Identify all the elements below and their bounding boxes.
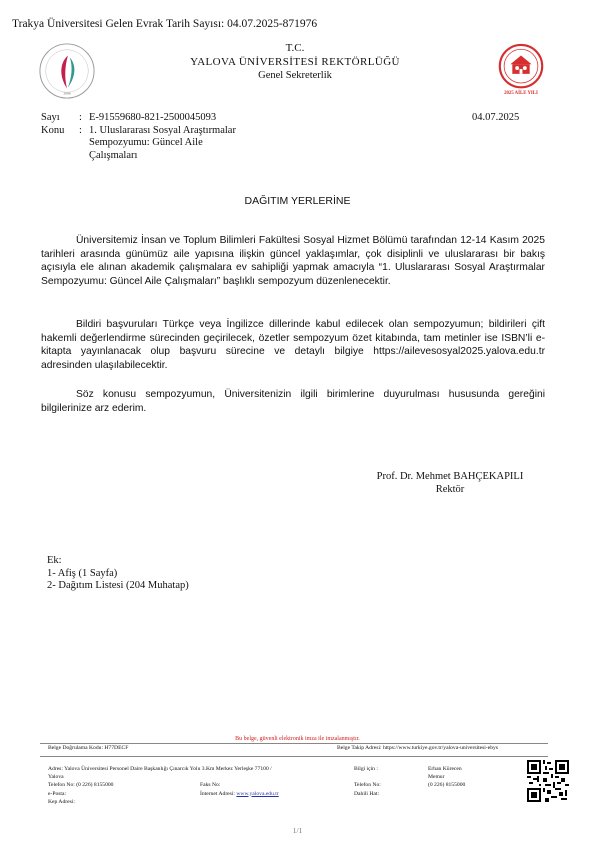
konu-line-1: 1. Uluslararası Sosyal Araştırmalar	[89, 124, 236, 136]
phone-right-label: Telefon No:	[354, 782, 381, 789]
footer-divider-bottom	[40, 756, 548, 757]
info-name: Erhan Kürecen	[428, 766, 462, 772]
email-label: e-Posta:	[48, 790, 67, 797]
family-year-logo	[494, 43, 548, 97]
phone-left: Telefon No: (0 226) 8155000	[48, 782, 114, 789]
sayi-label: Sayı	[41, 112, 60, 123]
attachment-item-1: 1- Afiş (1 Sayfa)	[47, 567, 118, 579]
document-date: 04.07.2025	[472, 112, 520, 123]
konu-label: Konu	[41, 124, 65, 136]
website-link[interactable]: www.yalova.edu.tr	[236, 790, 279, 797]
page-number: 1/1	[292, 826, 303, 835]
verification-code: Belge Doğrulama Kodu: H77DECF	[48, 745, 129, 751]
incoming-document-stamp: Trakya Üniversitesi Gelen Evrak Tarih Sayısı: 04.07.2025-871976	[12, 18, 318, 30]
attachments-label: Ek:	[47, 555, 62, 566]
phone-right-value: (0 226) 8155000	[428, 782, 466, 789]
svg-text:2025 AİLE YILI: 2025 AİLE YILI	[504, 91, 538, 97]
web-label: İnternet Adresi:	[200, 790, 235, 797]
yalova-university-logo	[38, 42, 96, 100]
fax-label: Faks No:	[200, 782, 221, 789]
konu-line-2: Sempozyumu: Güncel Aile	[89, 137, 203, 148]
e-signature-note: Bu belge, güvenli elektronik imza ile imzalanmıştır.	[235, 736, 360, 742]
footer-middle-block	[200, 781, 279, 797]
signature-block	[350, 470, 550, 496]
kep-label: Kep Adresi:	[48, 798, 75, 805]
meta-values	[89, 112, 236, 162]
header-tc: T.C.	[285, 42, 305, 54]
info-role: Memur	[428, 774, 445, 781]
address-line-1: Adres: Yalova Üniversitesi Personel Daire Başkanlığı Çınarcık Yolu 3.Km Merkez Yerleşke 77100 /	[48, 766, 272, 772]
meta-labels	[41, 112, 64, 137]
attachments	[47, 555, 189, 593]
info-label: Bilgi için :	[354, 766, 378, 772]
header-department: Genel Sekreterlik	[258, 70, 332, 81]
sayi-value: E-91559680-821-2500045093	[89, 112, 217, 123]
signer-title: Rektör	[435, 484, 465, 495]
distribution-title: DAĞITIM YERLERİNE	[244, 195, 351, 207]
body-paragraph-1: Üniversitemiz İnsan ve Toplum Bilimleri Fakültesi Sosyal Hizmet Bölümü tarafından 12-14 Kasım 2025 tarihleri arasında günümüz aile yapısına ilişkin güncel yaklaşımlar, çok disiplinli ve uluslararası bir bakış açısıyla ele alınan akademik çalışmalara ev sahipliği yapmak amacıyla “1. Uluslararası Sosyal Araştırmalar Sempozyumu: Güncel Aile Çalışmaları” başlıklı sempozyum düzenlenecektir.	[41, 235, 545, 287]
qr-code-icon	[527, 760, 569, 802]
meta-colons: : :	[79, 112, 82, 136]
tracking-address: Belge Takip Adresi: https://www.turkiye.gov.tr/yalova-universitesi-ebys	[337, 745, 498, 751]
svg-text:2008: 2008	[63, 91, 71, 96]
attachment-item-2: 2- Dağıtım Listesi (204 Muhatap)	[47, 580, 189, 591]
footer-right-values	[428, 765, 465, 790]
address-line-2: Yalova	[48, 774, 64, 781]
dahili-label: Dahili Hat:	[354, 790, 380, 797]
konu-line-3: Çalışmaları	[89, 149, 138, 161]
body-paragraph-2: Bildiri başvuruları Türkçe veya İngilizce dillerinde kabul edilecek olan sempozyumun; bildirileri çift hakemli değerlendirme sürecinden geçirilecek, özetler sempozyum özet kitabında, tam metinler ise ISBN’li e-kitapta yayınlanacak olup başvuru sürecine ve detaylı bilgiye https://ailevesosyal2025.yalova.edu.tr adresinden ulaşılabilecektir.	[41, 319, 545, 371]
footer-right-labels	[354, 765, 381, 798]
signer-name: Prof. Dr. Mehmet BAHÇEKAPILI	[376, 471, 524, 482]
body-paragraph-3: Söz konusu sempozyumun, Üniversitenizin ilgili birimlerine duyurulması hususunda gereğini bilgilerinize arz ederim.	[41, 389, 545, 414]
header-institution: YALOVA ÜNİVERSİTESİ REKTÖRLÜĞÜ	[190, 56, 400, 68]
